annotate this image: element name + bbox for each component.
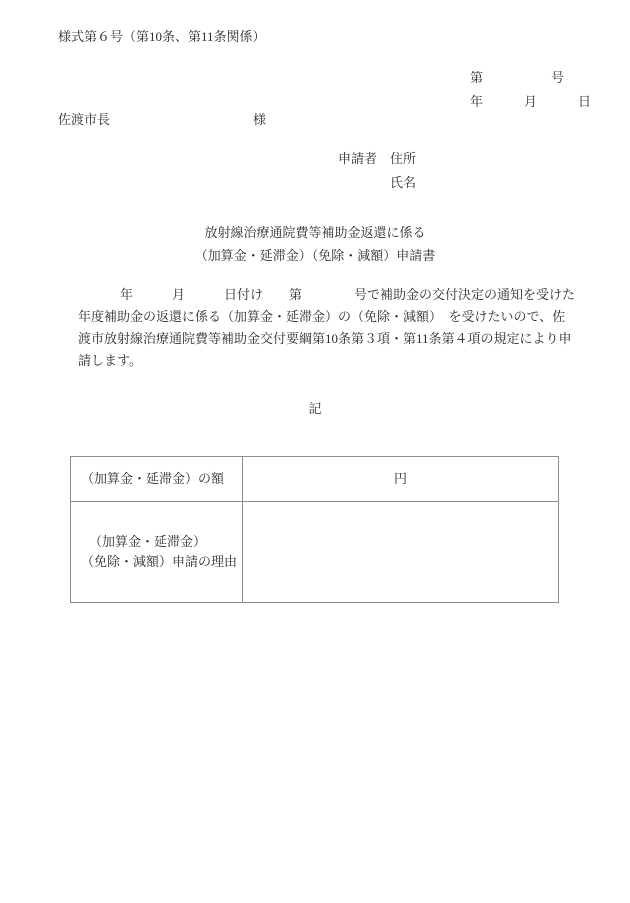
body-line-2: 年度補助金の返還に係る（加算金・延滞金）の（免除・減額） を受けたいので、佐 [78, 309, 566, 325]
amount-label-text: （加算金・延滞金）の額 [81, 470, 225, 486]
table-row-reason [71, 502, 559, 603]
document-date-line: 年 月 日 [470, 94, 592, 110]
reason-label-text-line-2: （免除・減額）申請の理由 [81, 554, 238, 569]
document-title [0, 223, 630, 269]
applicant-address-label: 申請者 住所 [338, 151, 417, 166]
body-paragraph [78, 285, 576, 374]
currency-unit-label: 円 [393, 470, 407, 486]
document-meta-block [470, 68, 592, 116]
application-details-table [70, 456, 559, 603]
table-row-amount [71, 457, 559, 502]
amount-value-cell[interactable] [243, 457, 559, 502]
reason-label-text-line-1: （加算金・延滞金） [89, 533, 207, 549]
document-title-line-2: （加算金・延滞金）（免除・減額）申請書 [194, 248, 436, 264]
reason-value-cell[interactable] [243, 502, 559, 603]
form-number-header: 様式第６号（第10条、第11条関係） [58, 29, 266, 44]
document-number-line: 第 号 [470, 70, 565, 85]
reason-label-cell [71, 502, 243, 603]
applicant-block [338, 149, 416, 197]
body-line-1: 年 月 日付け 第 号で補助金の交付決定の通知を受けた [120, 287, 576, 302]
ki-marker: 記 [308, 401, 322, 416]
body-line-4: 請します。 [78, 353, 142, 369]
addressee-line: 佐渡市長 様 [58, 112, 267, 127]
applicant-name-label: 氏名 [390, 175, 417, 191]
body-line-3: 渡市放射線治療通院費等補助金交付要綱第10条第３項・第11条第４項の規定により申 [78, 331, 572, 347]
amount-label-cell [71, 457, 243, 502]
document-title-line-1: 放射線治療通院費等補助金返還に係る [204, 225, 426, 240]
